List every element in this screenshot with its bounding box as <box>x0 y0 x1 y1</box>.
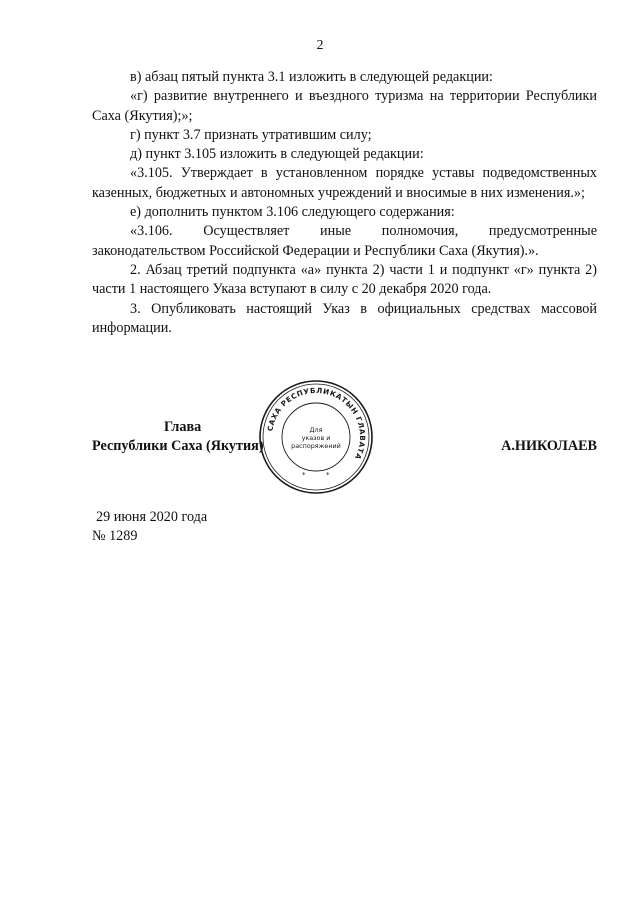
document-date: 29 июня 2020 года <box>96 509 208 525</box>
document-number: № 1289 <box>92 528 138 544</box>
seal-center-line3: распоряжений <box>291 442 341 450</box>
paragraph-publication: 3. Опубликовать настоящий Указ в официальных средствах массовой информации. <box>92 300 597 336</box>
seal-star-1: * <box>302 471 306 479</box>
document-body <box>92 68 597 338</box>
paragraph-3-106-text: «3.106. Осуществляет иные полномочия, предусмотренные законодательством Российской Федерации и Республики Саха (Якутия).». <box>92 223 597 259</box>
signatory-name: А.НИКОЛАЕВ <box>501 438 597 454</box>
signatory-title-line1: Глава <box>164 419 202 435</box>
paragraph-3-105-amendment: д) пункт 3.105 изложить в следующей редакции: <box>130 146 424 163</box>
official-seal-stamp <box>257 378 375 496</box>
signatory-title-line2: Республики Саха (Якутия) <box>92 438 264 454</box>
paragraph-3-106-addition: е) дополнить пунктом 3.106 следующего содержания: <box>130 204 455 221</box>
page-number: 2 <box>316 38 324 53</box>
paragraph-3-105-text: «3.105. Утверждает в установленном порядке уставы подведомственных казенных, бюджетных и автономных учреждений и вносимые в них изменения.»; <box>92 165 597 201</box>
seal-center-line1: Для <box>309 426 323 434</box>
seal-star-2: * <box>326 471 330 479</box>
paragraph-3-1-amendment: в) абзац пятый пункта 3.1 изложить в следующей редакции: <box>130 69 493 85</box>
paragraph-tourism-clause: «г) развитие внутреннего и въездного туризма на территории Республики Саха (Якутия);»; <box>92 88 597 124</box>
paragraph-effective-date: 2. Абзац третий подпункта «а» пункта 2) части 1 и подпункт «г» пункта 2) части 1 настоящего Указа вступают в силу с 20 декабря 2020 года. <box>92 261 597 298</box>
paragraph-3-7-repeal: г) пункт 3.7 признать утратившим силу; <box>130 126 372 143</box>
seal-center-line2: указов и <box>301 434 331 442</box>
seal-outer-text: САХА РЕСПУБЛИКАТЫН ГЛАВАТА <box>265 385 368 462</box>
